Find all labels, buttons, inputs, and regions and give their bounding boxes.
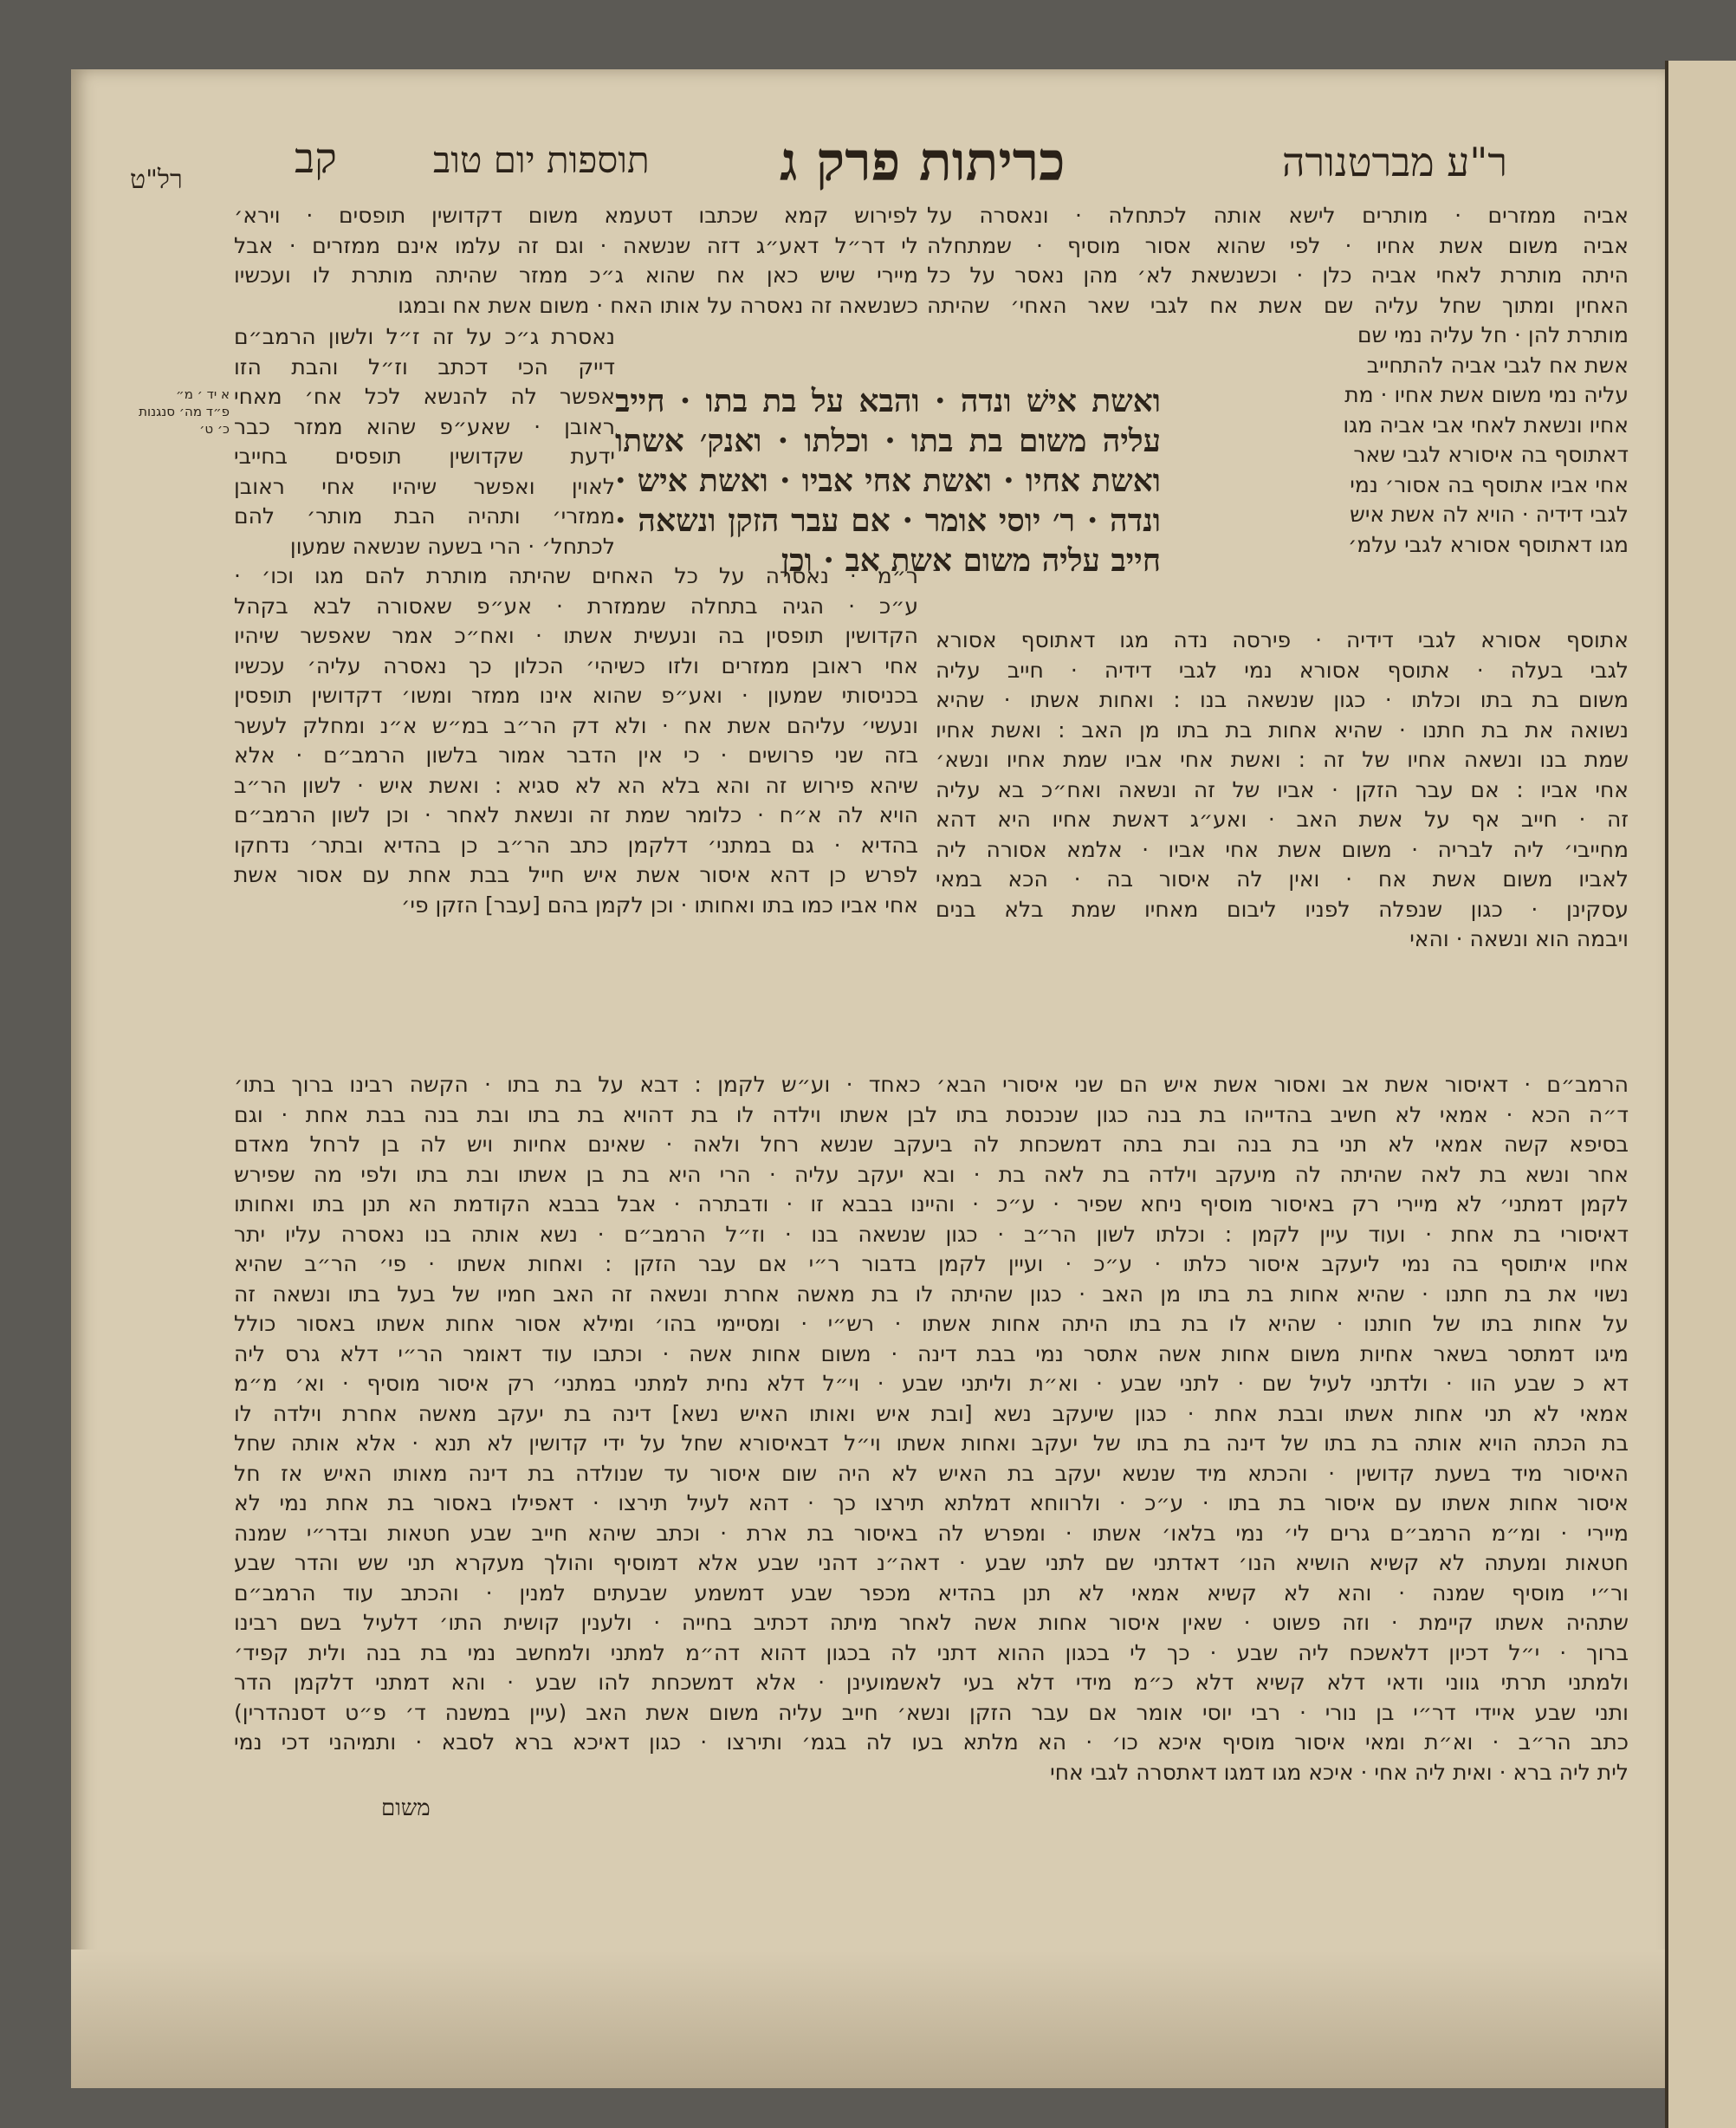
text-line: לי דר״ל דאע״ג דזה שנשאה · וגם זה עלמו אינם ממזרים · אבל <box>234 232 918 258</box>
text-line: אתוסף אסורא לגבי דידיה · פירסה נדה מגו דאתוסף אסורא <box>936 627 1629 652</box>
text-line: שיהא פירוש זה והא בלא הא לא סגיא : ואשת איש · לשון הר״ב <box>234 772 918 798</box>
text-line: לגבי בעלה · אתוסף אסורא נמי לגבי דידיה · חייב עליה <box>936 657 1629 683</box>
text-line: ר״מ · נאסרה על כל האחים שהיתה מותרת להם מגו וכו׳ · <box>234 563 918 588</box>
text-line: ע״כ · הגיה בתחלה שממזרת · אע״פ שאסורה לבא בקהל <box>234 593 918 619</box>
text-line: ברוך · י״ל דכיון דלאשכח ליה שבע · כך לי בכגון ההוא דתני לה בכגון דהוא דה״מ למתני ולמחשב נמי בת בנה ולית קפיד׳ <box>234 1639 1629 1665</box>
header-tosafot-yom-tov: תוספות יום טוב <box>433 139 650 181</box>
text-line: אביה ממזרים · מותרים לישא אותה לכתחלה · ונאסרה על <box>927 203 1629 228</box>
text-line: אחיו איתוסף בה נמי ליעקב איסור כלתו · ע״כ · ועיין לקמן בדבור ר״י אם עבר הזקן : ואחות אשתו · פי׳ הר״ב שהיא <box>234 1251 1629 1276</box>
text-line: שתהיה אשתו קיימת · וזה פשוט · שאין איסור אחות אשה לאחר מיתה דכתיב בחייה · ולענין קושית התו׳ דלעיל בשם רבינו <box>234 1610 1629 1635</box>
text-line: עליה משום בת בתו · וכלתו · ואנק׳ אשתו <box>615 423 1161 459</box>
text-line: דייק הכי דכתב וז״ל והבת הזו <box>234 354 615 380</box>
text-line: אחי אביו אתוסף בה אסור׳ נמי <box>1350 471 1629 497</box>
tyt-top <box>234 201 918 321</box>
text-line: שמת בנו ונשאה אחיו של זה : ואשת אחי אביו שמת אחיו ונשא׳ <box>936 747 1629 772</box>
text-line: ונעשי׳ עליהם אשת אח · ולא דק הר״ב במ״ש א״נ ומחלק לעשר <box>234 712 918 738</box>
text-line: איסור אחות אשתו עם איסור בת בתו · ע״כ · ולרווחא דמלתא תירצו כך · דהא לעיל תירצו · דאפילו באסור בת אחת נמי לא <box>234 1490 1629 1515</box>
text-line: אפשר לה להנשא לכל אח׳ מאחי <box>234 384 615 409</box>
text-line: אחיו ונשאת לאחי אבי אביה מגו <box>1343 412 1629 438</box>
text-line: ואשת אחיו · ואשת אחי אביו · ואשת איש · <box>615 463 1161 499</box>
text-line: ממזרי׳ ותהיה הבת מותר׳ להם <box>234 503 615 529</box>
text-line: דאיסורי בת אחת · ועוד עיין לקמן : וכלתו לשון הר״ב · כגון שנשאה בנו · וז״ל הרמב״ם · נשא אותה בנו נאסרה עליו יתר <box>234 1221 1629 1247</box>
text-line: ידעת שקדושין תופסים בחייבי <box>234 444 615 469</box>
text-line: לית ליה ברא · ואית ליה אחי · איכא מגו דמגו דאתסרה לגבי אחי <box>1050 1759 1629 1785</box>
text-line: עליה נמי משום אשת אחיו · מת <box>1344 382 1629 407</box>
page-edge <box>71 1950 1665 2088</box>
tyt-middle <box>234 322 615 561</box>
text-line: אחי אביו כמו בתו ואחותו · וכן לקמן בהם [עבר] הזקן פי׳ <box>401 892 918 918</box>
text-line: על אחות בתו של חותנו · שהיא לו בת בתו היתה אחות אשתו · רש״י · ומסיימי בהו׳ ומילא אסור אחות אשתו באסור כולל <box>234 1311 1629 1336</box>
text-line: חטאות ומעתה לא קשיא הושיא הנו׳ דאדתני שם לתני שבע · דאה״נ דהני שבע אלא דמוסיף והולך מעקרא תני שש והדר שבע <box>234 1550 1629 1575</box>
text-line: בת הכתה הויא אותה בת בתו של דינה בת בתו של יעקב ואחות אשתו וי״ל דבאיסורא שחל על ידי קדושין לא תנא · אלא אותה שחל <box>234 1431 1629 1456</box>
text-line: ותני שבע איידי דר״י בן נורי · רבי יוסי אומר אם עבר הזקן ונשא׳ חייב עליה משום אשת האב (עיין במשנה ד׳ פ״ט דסנהדרין) <box>234 1699 1629 1725</box>
text-line: ולמתני תרתי גווני ודאי דלא קשיא דלא כ״מ מידי דלא בעי לאשמועינן · אלא דמשכחת להו שבע · והא דמתני דלקמן הדר <box>234 1670 1629 1695</box>
text-line: הקדושין תופסין בה ונעשית אשתו · ואח״כ אמר שאפשר שיהיו <box>234 623 918 648</box>
text-line: אחי אביו : אם עבר הזקן · אביו של זה ונשאה ואח״כ בא עליה <box>936 776 1629 802</box>
text-line: היתה מותרת לאחי אביה כלן · וכשנשאת לא׳ מהן נאסר על כל <box>927 263 1629 288</box>
text-line: זה · חייב אף על אשת האב · ואע״ג דאשת אחיו היא דהא <box>936 807 1629 832</box>
text-line: מיירי · ומ״מ הרמב״ם גרים לי׳ נמי בלאו׳ אשתו · ומפרש לה באיסור בת ארת · וכתב שיהא חייב שבע חטאות ובדר״י שמנה <box>234 1520 1629 1546</box>
text-line: לכתחל׳ · הרי בשעה שנשאה שמעון <box>289 533 615 559</box>
text-line: ראובן · שאע״פ שהוא ממזר כבר <box>234 413 615 439</box>
text-line: הרמב״ם · דאיסור אשת אב ואסור אשת איש הם שני איסורי הבא׳ כאחד · וע״ש לקמן : דבא על בת בתו · הקשה רבינו ברוך בתו׳ <box>234 1072 1629 1097</box>
text-line: לפרש כן דהא איסור אשת איש חייל בבת אחת עם אסור אשת <box>234 862 918 887</box>
text-line: בהדיא · גם במתני׳ דלקמן כתב הר״ב כן בהדיא ובתר׳ נדחקו <box>234 832 918 858</box>
text-line: ד״ה הכא · אמאי לא חשיב בהדייהו בת בנה כגון שנכנסת בתו לבן אשתו וילדה לו בת דהויא בת בתו ובת בנה בבת אחת · וגם <box>234 1101 1629 1127</box>
text-line: לאביו משום אשת אח · ואין לה איסור בה · הכא במאי <box>936 866 1629 892</box>
text-line: כשנשאה זה נאסרה על אותו האח · משום אשת אח ובמגו <box>398 292 918 318</box>
text-line: אחר ונשא בת לאה שהיתה לה מיעקב וילדה בת לאה בת · ובא יעקב עליה · הרי היא בת בן אשתו ובת בתו ולפי מה שפירש <box>234 1161 1629 1187</box>
bartenura-bottom <box>936 626 1629 955</box>
page-number: רל"ט <box>130 165 183 195</box>
facing-page-edge <box>1665 61 1736 2128</box>
mishnah-text <box>615 381 1161 581</box>
text-line: אשת אח לגבי אביה להתחייב <box>1366 352 1629 378</box>
text-line: מיירי שיש כאן אח שהוא ג״כ ממזר שהיתה מותרת לו ועכשיו <box>234 263 918 288</box>
text-line: בכניסותי שמעון · ואע״פ שהוא אינו ממזר ומשו׳ דקדושין תופסין <box>234 683 918 708</box>
text-line: חייב עליה משום אשת אב · וכן <box>781 542 1161 579</box>
margin-line: א יד ׳ מ״ <box>176 386 230 402</box>
text-line: בזה שני פרושים · כי אין הדבר אמור בלשון הרמב״ם · אלא <box>234 743 918 768</box>
text-line: דא כ שבע הוו · ולדתני לעיל שם · לתני שבע · וא״ת וליתני שבע · וי״ל דלא נחית למתני במתני׳ רק איסור מוסיף · וא׳ מ״מ <box>234 1371 1629 1396</box>
text-line: מותרת להן · חל עליה נמי שם <box>1357 322 1629 347</box>
text-line: ואשת אישׁ ונדה · והבא על בת בתו · חייב <box>615 383 1161 419</box>
folio-number: קב <box>295 134 337 183</box>
text-line: אביה משום אשת אחיו · לפי שהוא אסור מוסיף · שמתחלה <box>927 232 1629 258</box>
text-line: האחין ומתוך שחל עליה שם אשת אח לגבי שאר האחי׳ שהיתה <box>927 292 1629 318</box>
text-line: כתב הר״ב · וא״ת ומאי איסור מוסיף איכא כו׳ · הא מלתא בעו לה בגמ׳ ותירצו · כגון דאיכא ברא לסבא · ותמיהני דכי נמי <box>234 1729 1629 1755</box>
text-line: נאסרת ג״כ על זה ז״ל ולשון הרמב״ם <box>234 324 615 349</box>
text-line: מחייבי׳ ליה לבריה · משום אשת אחי אביו · אלמא אסורה ליה <box>936 836 1629 862</box>
text-line: עסקינן · כגון שנפלה לפניו ליבום מאחיו שמת בלא בנים <box>936 896 1629 922</box>
tyt-continued-full-width <box>234 1070 1629 1787</box>
text-line: נשוי את בת חתנו · שהיא אחות בת בתו מן האב · כגון שהיתה לו בת מאשה אחרת ונשאה זה האב חמיו של בעל בתו ונשאה זה <box>234 1281 1629 1307</box>
text-line: מיגו דמתסר בשאר אחיות משום אחות אשה אתסר נמי בבת דינה · משום אחות אשה · וכתבו עוד דאומר הר״י דלא גרס ליה <box>234 1340 1629 1366</box>
text-line: הויא לה א״ח · כלומר שמת זה ונשאת לאחר · וכן לשון הרמב״ם <box>234 802 918 827</box>
text-line: לגבי דידיה · הויא לה אשת איש <box>1350 502 1629 527</box>
text-line: ור״י מוסיף שמנה · והא לא קשיא אמאי לא תנן בהדיא מכפר שבע דמשמע שבעתים למנין · והכתב עוד הרמב״ם <box>234 1580 1629 1606</box>
header-tractate: כריתות פרק ג <box>780 130 1066 193</box>
text-line: אמאי לא תני אחות אשתו ובבת אחת · כגון שיעקב נשא [ובת איש ואותו האיש נשא] דינה בת יעקב מאשה אחרת וילדה לו <box>234 1400 1629 1426</box>
text-line: בסיפא קשה אמאי לא תני בת בנה ובת בתה דמשכחת לה ביעקב שנשא רחל ולאה · שאינם אחיות ויש לה בן לרחל מאדם <box>234 1132 1629 1157</box>
text-line: לפירוש קמא שכתבו דטעמא משום דקדושין תופסים · וירא׳ <box>234 203 918 228</box>
margin-line: כ׳ ט׳ <box>199 421 230 437</box>
text-line: לקמן דמתני׳ לא מיירי רק באיסור מוסיף ניחא שפיר · ע״כ · והיינו בבבא זו · ודבתרה · אבל בבבא הקודמת הא תנן בתו ואחותו <box>234 1191 1629 1216</box>
catchword: משום <box>381 1795 431 1821</box>
text-line: נשואה את בת חתנו · שהיא אחות בת בתו מן האב : ואשת אחיו <box>936 717 1629 743</box>
text-line: אחי ראובן ממזרים ולזו כשיהי׳ הכלון כך נאסרה עליה׳ עכשיו <box>234 652 918 678</box>
header-bartenura: ר"ע מברטנורה <box>1282 139 1508 185</box>
margin-note <box>130 386 230 438</box>
text-line: לאוין ואפשר שיהיו אחי ראובן <box>234 473 615 499</box>
text-line: האיסור מיד בשעת קדושין · והכתא מיד שנשא יעקב בת האיש לא היה שום איסור עד שנולדה בת דינה מאותו האיש אז חל <box>234 1460 1629 1486</box>
text-line: מגו דאתוסף אסורא לגבי עלמ׳ <box>1347 531 1629 557</box>
text-line: ונדה · ר׳ יוסי אומר · אם עבר הזקן ונשאה · <box>615 503 1161 539</box>
text-line: ויבמה הוא ונשאה · והאי <box>1409 926 1629 951</box>
text-line: דאתוסף בה איסורא לגבי שאר <box>1353 442 1629 467</box>
text-line: משום בת בתו וכלתו · כגון שנשאה בנו : ואחות אשתו · שהיא <box>936 687 1629 712</box>
tyt-bottom <box>234 561 918 920</box>
margin-line: פ״ד מה׳ סנגנות <box>139 404 230 419</box>
